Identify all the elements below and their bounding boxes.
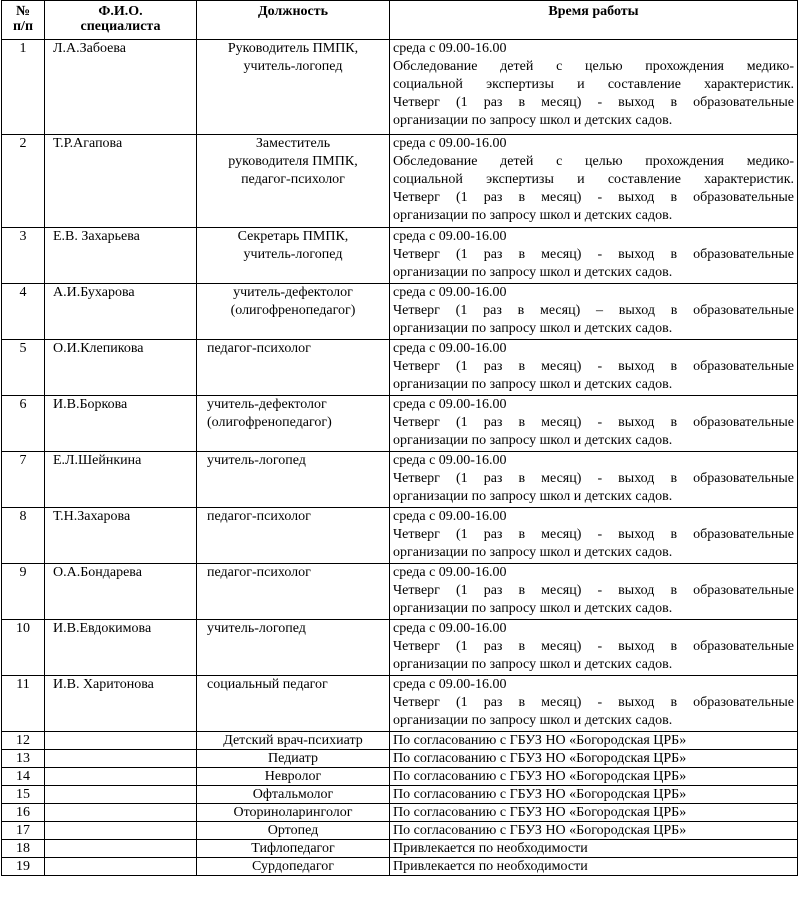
position-line: учитель-логопед [243, 247, 343, 262]
specialist-position [197, 135, 390, 228]
specialist-position [197, 508, 390, 564]
work-schedule [390, 676, 798, 732]
row-number: 8 [2, 508, 45, 564]
row-number: 12 [2, 732, 45, 750]
position-line: Руководитель ПМПК, [227, 41, 359, 56]
position-line: педагог-психолог [207, 341, 311, 356]
schedule-line: По согласованию с ГБУЗ НО «Богородская ЦРБ» [393, 805, 687, 820]
schedule-line: Четверг (1 раз в месяц) – выход в образовательные [393, 303, 794, 318]
work-schedule [390, 284, 798, 340]
specialist-position [197, 620, 390, 676]
work-schedule [390, 732, 798, 750]
specialist-name: А.И.Бухарова [45, 284, 197, 340]
row-number: 15 [2, 786, 45, 804]
table-row [2, 750, 798, 768]
position-line: (олигофренопедагог) [230, 303, 356, 318]
position-line: Детский врач-психиатр [223, 733, 363, 748]
schedule-line: организации по запросу школ и детских садов. [393, 113, 673, 128]
specialist-name [45, 840, 197, 858]
row-number: 2 [2, 135, 45, 228]
row-number: 9 [2, 564, 45, 620]
specialist-position [197, 750, 390, 768]
specialist-position [197, 564, 390, 620]
schedule-line: среда с 09.00-16.00 [393, 136, 507, 151]
specialist-name [45, 768, 197, 786]
work-schedule [390, 452, 798, 508]
work-schedule [390, 340, 798, 396]
work-schedule [390, 135, 798, 228]
position-line: Тифлопедагог [251, 841, 335, 856]
schedule-line: среда с 09.00-16.00 [393, 621, 507, 636]
schedule-line: Обследование детей с целью прохождения медико- [393, 154, 794, 169]
row-number: 4 [2, 284, 45, 340]
specialist-name: Т.Р.Агапова [45, 135, 197, 228]
table-row [2, 676, 798, 732]
row-number: 18 [2, 840, 45, 858]
specialist-name: Е.Л.Шейнкина [45, 452, 197, 508]
schedule-line: организации по запросу школ и детских садов. [393, 321, 673, 336]
specialist-name: И.В.Евдокимова [45, 620, 197, 676]
specialist-name: Е.В. Захарьева [45, 228, 197, 284]
position-line: учитель-логопед [207, 621, 306, 636]
row-number: 13 [2, 750, 45, 768]
specialist-position [197, 732, 390, 750]
table-row [2, 452, 798, 508]
table-body [2, 40, 798, 876]
work-schedule [390, 396, 798, 452]
table-row [2, 768, 798, 786]
schedule-line: организации по запросу школ и детских садов. [393, 545, 673, 560]
position-line: Невролог [264, 769, 322, 784]
schedule-line: организации по запросу школ и детских садов. [393, 265, 673, 280]
row-number: 11 [2, 676, 45, 732]
schedule-line: Четверг (1 раз в месяц) - выход в образовательные [393, 415, 794, 430]
position-line: учитель-логопед [243, 59, 343, 74]
position-line: педагог-психолог [207, 565, 311, 580]
work-schedule [390, 786, 798, 804]
position-line: Ортопед [267, 823, 319, 838]
table-header-row [2, 1, 798, 40]
schedule-line: Четверг (1 раз в месяц) - выход в образовательные [393, 583, 794, 598]
specialist-name: О.А.Бондарева [45, 564, 197, 620]
position-line: Секретарь ПМПК, [237, 229, 349, 244]
header-number-line2: п/п [12, 19, 34, 34]
schedule-line: социальной экспертизы и составление характеристик. [393, 77, 794, 92]
header-name-line1: Ф.И.О. [98, 4, 143, 19]
specialist-name [45, 732, 197, 750]
specialist-name [45, 822, 197, 840]
position-line: (олигофренопедагог) [207, 415, 332, 430]
row-number: 10 [2, 620, 45, 676]
specialist-name: И.В.Боркова [45, 396, 197, 452]
schedule-line: среда с 09.00-16.00 [393, 285, 507, 300]
header-number-line1: № [15, 4, 31, 19]
row-number: 14 [2, 768, 45, 786]
row-number: 5 [2, 340, 45, 396]
position-line: социальный педагог [207, 677, 328, 692]
table-row [2, 732, 798, 750]
schedule-line: Четверг (1 раз в месяц) - выход в образовательные [393, 95, 794, 110]
schedule-line: Четверг (1 раз в месяц) - выход в образовательные [393, 190, 794, 205]
specialist-position [197, 822, 390, 840]
specialist-position [197, 804, 390, 822]
table-row [2, 396, 798, 452]
header-number [2, 1, 45, 40]
work-schedule [390, 750, 798, 768]
schedule-line: социальной экспертизы и составление характеристик. [393, 172, 794, 187]
position-line: Сурдопедагог [252, 859, 334, 874]
specialist-position [197, 396, 390, 452]
specialist-name: Л.А.Забоева [45, 40, 197, 135]
schedule-line: Привлекается по необходимости [393, 859, 588, 874]
specialist-name [45, 804, 197, 822]
row-number: 3 [2, 228, 45, 284]
table-row [2, 284, 798, 340]
schedule-line: среда с 09.00-16.00 [393, 41, 507, 56]
header-name-line2: специалиста [80, 19, 161, 34]
specialist-position [197, 40, 390, 135]
header-position: Должность [197, 1, 390, 40]
work-schedule [390, 620, 798, 676]
table-row [2, 858, 798, 876]
schedule-line: Четверг (1 раз в месяц) - выход в образовательные [393, 359, 794, 374]
specialist-name: И.В. Харитонова [45, 676, 197, 732]
position-line: руководителя ПМПК, [228, 154, 358, 169]
header-name [45, 1, 197, 40]
table-row [2, 620, 798, 676]
table-row [2, 508, 798, 564]
specialist-name [45, 786, 197, 804]
work-schedule [390, 508, 798, 564]
table-row [2, 340, 798, 396]
position-line: учитель-дефектолог [207, 397, 327, 412]
work-schedule [390, 564, 798, 620]
schedule-line: организации по запросу школ и детских садов. [393, 657, 673, 672]
schedule-line: По согласованию с ГБУЗ НО «Богородская ЦРБ» [393, 823, 687, 838]
schedule-line: Привлекается по необходимости [393, 841, 588, 856]
schedule-line: По согласованию с ГБУЗ НО «Богородская ЦРБ» [393, 769, 687, 784]
work-schedule [390, 40, 798, 135]
specialist-position [197, 676, 390, 732]
table-row [2, 228, 798, 284]
specialist-name: О.И.Клепикова [45, 340, 197, 396]
schedule-line: среда с 09.00-16.00 [393, 453, 507, 468]
schedule-line: По согласованию с ГБУЗ НО «Богородская ЦРБ» [393, 787, 687, 802]
position-line: Офтальмолог [252, 787, 334, 802]
specialist-position [197, 858, 390, 876]
work-schedule [390, 840, 798, 858]
schedule-line: организации по запросу школ и детских садов. [393, 433, 673, 448]
header-schedule: Время работы [390, 1, 798, 40]
schedule-line: По согласованию с ГБУЗ НО «Богородская ЦРБ» [393, 733, 687, 748]
work-schedule [390, 822, 798, 840]
specialist-position [197, 786, 390, 804]
work-schedule [390, 228, 798, 284]
schedule-line: организации по запросу школ и детских садов. [393, 489, 673, 504]
table-row [2, 564, 798, 620]
table-row [2, 822, 798, 840]
schedule-line: Четверг (1 раз в месяц) - выход в образовательные [393, 471, 794, 486]
schedule-line: организации по запросу школ и детских садов. [393, 713, 673, 728]
table-row [2, 840, 798, 858]
table-row [2, 786, 798, 804]
position-line: Педиатр [268, 751, 318, 766]
schedule-line: среда с 09.00-16.00 [393, 229, 507, 244]
specialist-position [197, 340, 390, 396]
row-number: 16 [2, 804, 45, 822]
schedule-line: Четверг (1 раз в месяц) - выход в образовательные [393, 527, 794, 542]
schedule-line: среда с 09.00-16.00 [393, 397, 507, 412]
position-line: Оториноларинголог [233, 805, 353, 820]
schedule-line: Четверг (1 раз в месяц) - выход в образовательные [393, 695, 794, 710]
specialists-table [1, 0, 798, 876]
schedule-line: организации по запросу школ и детских садов. [393, 377, 673, 392]
position-line: педагог-психолог [241, 172, 345, 187]
specialist-position [197, 768, 390, 786]
work-schedule [390, 804, 798, 822]
row-number: 17 [2, 822, 45, 840]
row-number: 19 [2, 858, 45, 876]
schedule-line: Четверг (1 раз в месяц) - выход в образовательные [393, 247, 794, 262]
position-line: учитель-логопед [207, 453, 306, 468]
specialist-position [197, 228, 390, 284]
schedule-line: Четверг (1 раз в месяц) - выход в образовательные [393, 639, 794, 654]
work-schedule [390, 768, 798, 786]
specialist-name [45, 858, 197, 876]
specialist-name: Т.Н.Захарова [45, 508, 197, 564]
schedule-line: среда с 09.00-16.00 [393, 677, 507, 692]
schedule-line: Обследование детей с целью прохождения медико- [393, 59, 794, 74]
table-row [2, 40, 798, 135]
schedule-line: организации по запросу школ и детских садов. [393, 208, 673, 223]
row-number: 1 [2, 40, 45, 135]
table-row [2, 135, 798, 228]
specialist-position [197, 284, 390, 340]
position-line: Заместитель [255, 136, 331, 151]
schedule-line: По согласованию с ГБУЗ НО «Богородская ЦРБ» [393, 751, 687, 766]
specialist-name [45, 750, 197, 768]
table-row [2, 804, 798, 822]
schedule-line: среда с 09.00-16.00 [393, 509, 507, 524]
row-number: 7 [2, 452, 45, 508]
schedule-line: организации по запросу школ и детских садов. [393, 601, 673, 616]
schedule-line: среда с 09.00-16.00 [393, 341, 507, 356]
schedule-line: среда с 09.00-16.00 [393, 565, 507, 580]
row-number: 6 [2, 396, 45, 452]
work-schedule [390, 858, 798, 876]
position-line: учитель-дефектолог [233, 285, 353, 300]
specialist-position [197, 452, 390, 508]
position-line: педагог-психолог [207, 509, 311, 524]
specialist-position [197, 840, 390, 858]
